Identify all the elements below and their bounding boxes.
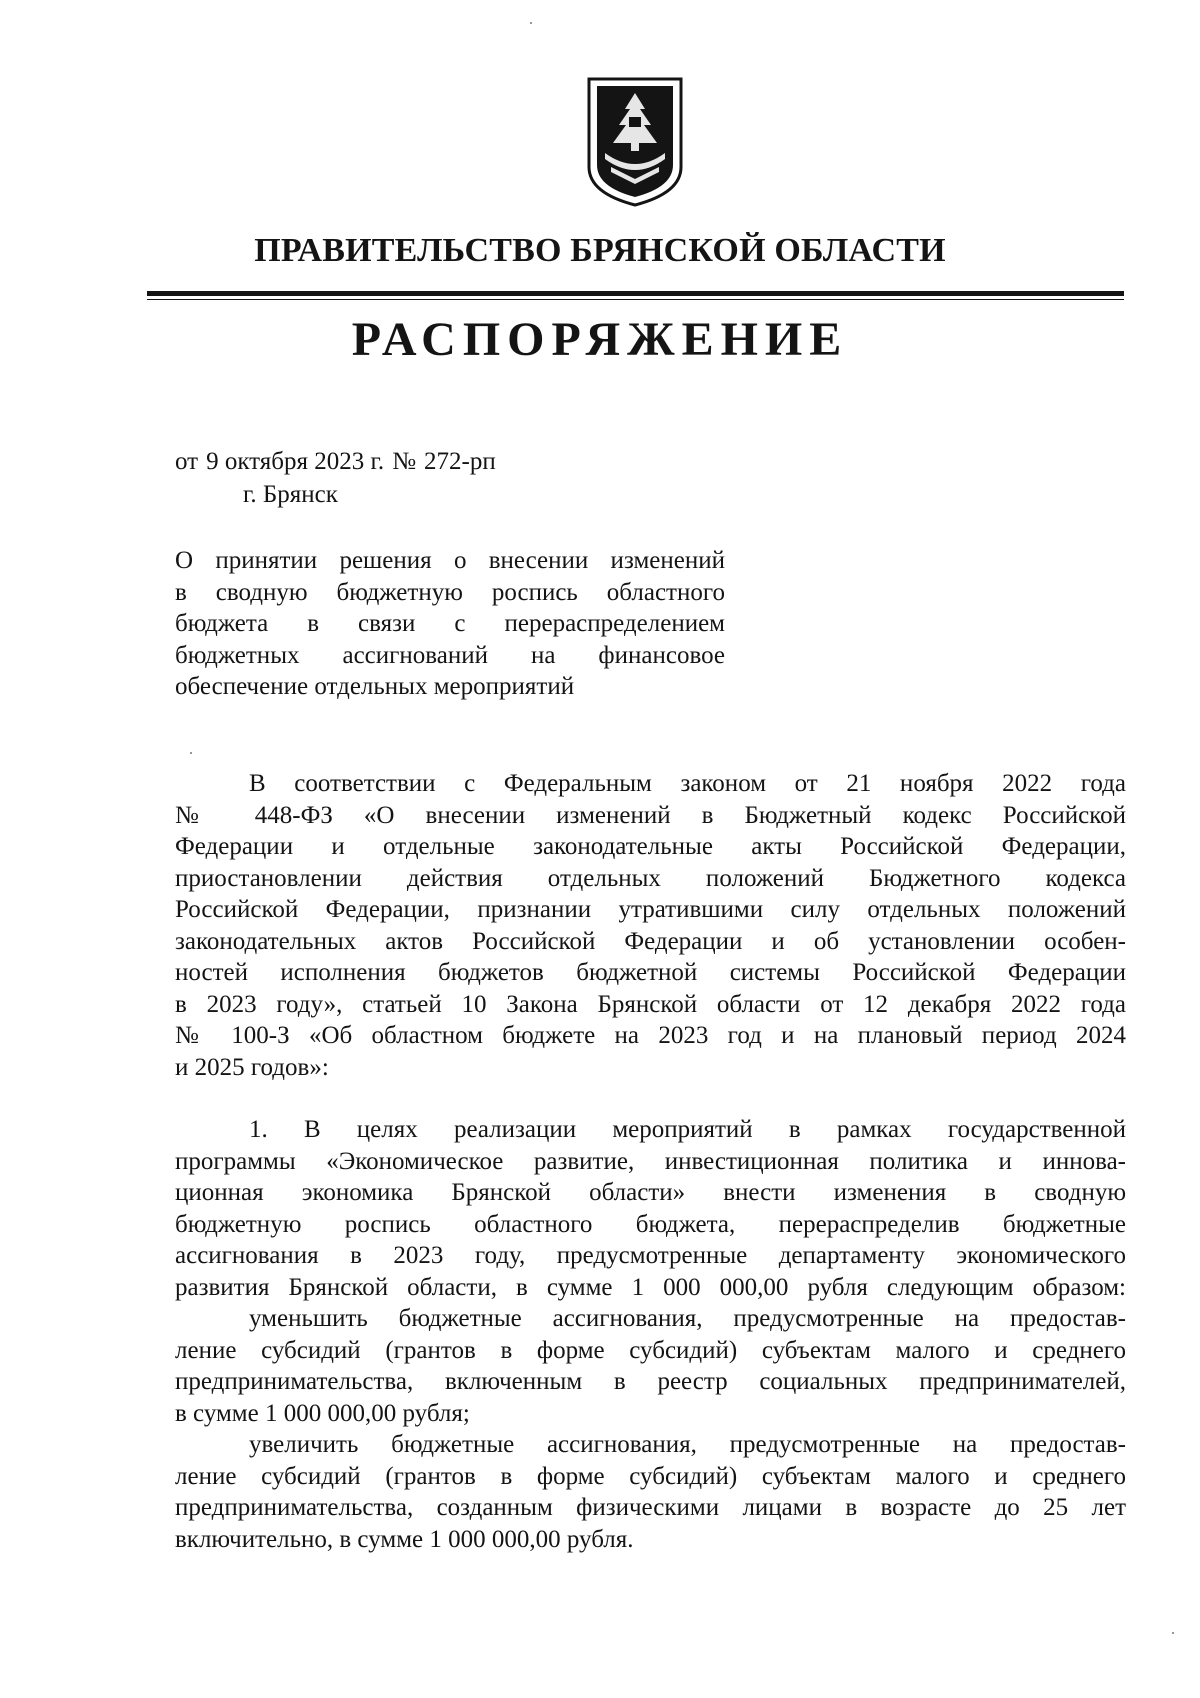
subject-line: бюджета в связи с перераспределением <box>175 610 725 637</box>
text-line: увеличить бюджетные ассигнования, предусмотренные на предостав- <box>249 1431 1126 1458</box>
text-line: В соответствии с Федеральным законом от 21 ноября 2022 года <box>249 770 1126 797</box>
number-label: № <box>392 448 417 475</box>
item-1-paragraph <box>175 1114 1126 1303</box>
text-line: 1. В целях реализации мероприятий в рамках государственной <box>249 1116 1126 1143</box>
text-line: законодательных актов Российской Федерации и об установлении особен- <box>175 927 1126 955</box>
header-rule-thin <box>147 299 1124 300</box>
header-rule-thick <box>147 291 1124 296</box>
text-line: Федерации и отдельные законодательные акты Российской Федерации, <box>175 833 1126 860</box>
text-line: № 448-ФЗ «О внесении изменений в Бюджетный кодекс Российской <box>175 801 1126 829</box>
text-line: включительно, в сумме 1 000 000,00 рубля. <box>175 1525 634 1553</box>
text-line: и 2025 годов»: <box>175 1053 329 1081</box>
text-line: ление субсидий (грантов в форме субсидий) субъектам малого и среднего <box>175 1462 1126 1490</box>
text-line: ционная экономика Брянской области» внести изменения в сводную <box>175 1179 1126 1206</box>
increase-paragraph <box>175 1429 1126 1555</box>
document-subject <box>175 545 725 703</box>
coat-of-arms-icon <box>583 75 687 209</box>
text-line: предпринимательства, созданным физическими лицами в возрасте до 25 лет <box>175 1494 1126 1521</box>
text-line: развития Брянской области, в сумме 1 000 000,00 рубля следующим образом: <box>175 1273 1126 1301</box>
document-date: 9 октября 2023 г. <box>206 448 385 475</box>
text-line: № 100-З «Об областном бюджете на 2023 год и на плановый период 2024 <box>175 1022 1126 1049</box>
decrease-paragraph <box>175 1303 1126 1429</box>
document-date-number <box>175 448 504 476</box>
text-line: бюджетную роспись областного бюджета, перераспределив бюджетные <box>175 1210 1126 1238</box>
text-line: предпринимательства, включенным в реестр социальных предпринимателей, <box>175 1368 1126 1395</box>
text-line: программы «Экономическое развитие, инвестиционная политика и иннова- <box>175 1147 1126 1175</box>
text-line: приостановлении действия отдельных положений Бюджетного кодекса <box>175 864 1126 892</box>
preamble-paragraph <box>175 768 1126 1083</box>
text-line: Российской Федерации, признании утратившими силу отдельных положений <box>175 896 1126 923</box>
text-line: уменьшить бюджетные ассигнования, предусмотренные на предостав- <box>249 1305 1126 1332</box>
document-body <box>175 768 1126 1555</box>
government-name: ПРАВИТЕЛЬСТВО БРЯНСКОЙ ОБЛАСТИ <box>254 232 946 269</box>
text-line: ассигнования в 2023 году, предусмотренные департаменту экономического <box>175 1242 1126 1269</box>
document-city: г. Брянск <box>243 481 338 508</box>
from-label: от <box>175 448 199 475</box>
subject-line: обеспечение отдельных мероприятий <box>175 673 575 700</box>
scan-speck <box>530 22 532 24</box>
subject-line: в сводную бюджетную роспись областного <box>175 578 725 606</box>
subject-line: О принятии решения о внесении изменений <box>175 547 725 574</box>
document-number: 272-рп <box>424 448 496 475</box>
text-line: в сумме 1 000 000,00 рубля; <box>175 1399 470 1427</box>
text-line: ностей исполнения бюджетов бюджетной системы Российской Федерации <box>175 959 1126 986</box>
scan-speck <box>1172 1632 1174 1634</box>
scan-speck <box>190 752 192 754</box>
text-line: ление субсидий (грантов в форме субсидий) субъектам малого и среднего <box>175 1336 1126 1364</box>
document-type-title: РАСПОРЯЖЕНИЕ <box>351 313 849 366</box>
subject-line: бюджетных ассигнований на финансовое <box>175 641 725 669</box>
text-line: в 2023 году», статьей 10 Закона Брянской области от 12 декабря 2022 года <box>175 990 1126 1018</box>
